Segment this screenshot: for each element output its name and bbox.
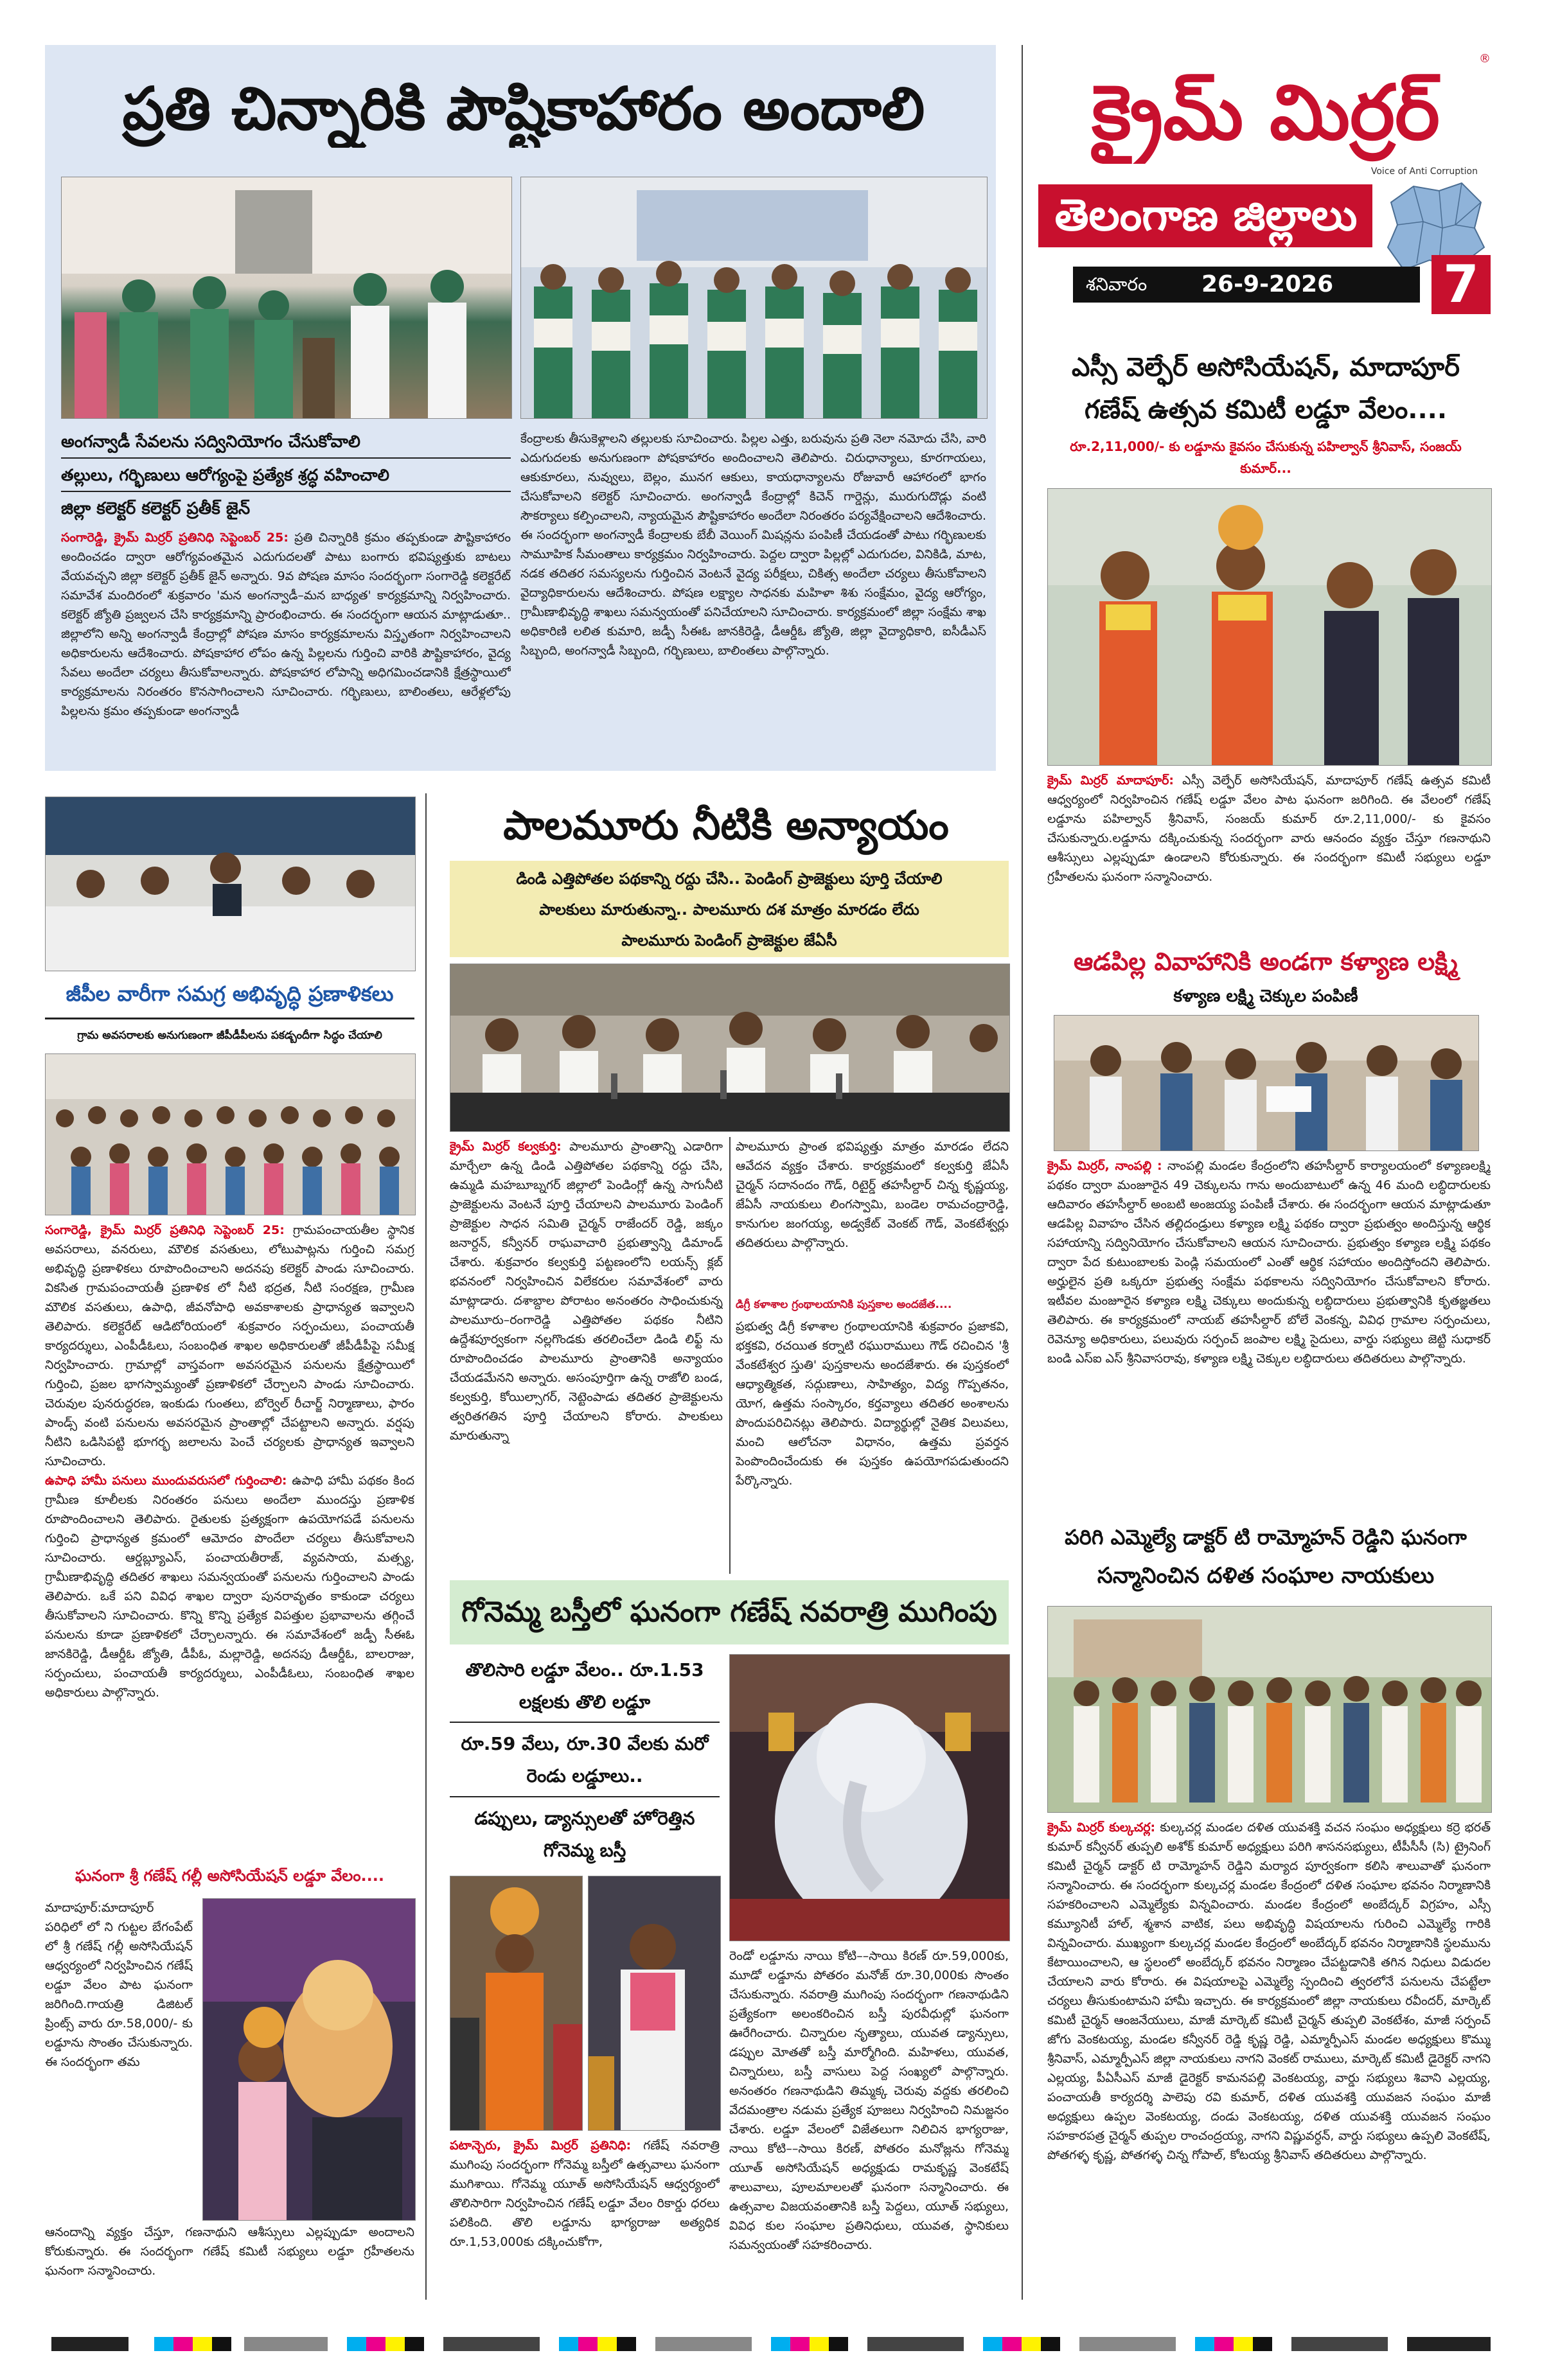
column-divider [729, 1137, 731, 1574]
group-with-certificates-image [521, 177, 987, 418]
parigi-mla-headline-2: సన్మానించిన దళిత సంఘాల నాయకులు [1097, 1563, 1435, 1589]
ganesh-idol-image [730, 1655, 1009, 1941]
madhapur-laddu-headline-1: ఎస్సీ వెల్ఫేర్ అసోసియేషన్, మాదాపూర్ [1072, 353, 1460, 382]
palamuru-col1-text: పాలమూరు ప్రాంతాన్ని ఎడారిగా మార్చేలా ఉన్న డిండి ఎత్తిపోతల పథకాన్ని రద్దు చేసి, ఉమ్మడి మహబూబ్నగర్ జిల్లాలో పెండింగ్లో ఉన్న సాగునీటి ప్రాజెక్టులను వెంటనే పూర్తి చేయాలని పాలమూరు పెండింగ్ ప్రాజెక్టుల సాధన సమితి చైర్మన్ రాజేందర్ రెడ్డి, జక్కం జనార్దన్, కన్వీనర్ రాఘవాచారి ప్రభుత్వాన్ని డిమాండ్ చేశారు. శుక్రవారం కల్వకుర్తి పట్టణంలోని లయన్స్ క్లబ్ భవనంలో నిర్వహించిన విలేకరుల సమావేశంలో వారు మాట్లాడారు. దశాబ్దాల పోరాటం అనంతరం సాధించుకున్న [450, 1140, 723, 1308]
gonemma-ganesh-photo [729, 1654, 1010, 1941]
ganesh-galli-bottom-text: ఆనందాన్ని వ్యక్తం చేస్తూ, గణనాథుని ఆశీస్సులు ఎల్లప్పుడూ అందాలని కోరుకున్నారు. ఈ సందర్భంగా గణేష్ కమిటీ సభ్యులు లడ్డూ గ్రహీతలను ఘనంగా సన్మానించారు. [45, 2225, 414, 2278]
deck-divider [450, 1796, 720, 1797]
date-value: 26-9-2026 [1201, 271, 1334, 297]
madhapur-laddu-photo [1047, 488, 1492, 766]
gpdp-body-text: గ్రామపంచాయతీల స్థానిక అవసరాలు, వనరులు, మౌలిక వసతులు, లోటుపాట్లను గుర్తించి సమగ్ర అభివృద్ధి ప్రణాళికలు రూపొందించాలని అదనపు కలెక్టర్ పాండు సూచించారు. వికసిత గ్రామపంచాయతీ ప్రణాళిక లో నీటి భద్రత, నీటి సంరక్షణ, గ్రామీణ మౌలిక వసతులు, ఉపాధి, జీవనోపాధి అవకాశాలకు ప్రాధాన్యత ఇవ్వాలని తెలిపారు. కలెక్టరేట్ ఆడిటోరియంలో శుక్రవారం సర్పంచులు, పంచాయతీ కార్యదర్శులు, ఎంపీడీఓలు, సంబంధిత శాఖల అధికారులతో జీపీడీపీపై సమీక్ష నిర్వహించారు. గ్రామాల్లో వాస్తవంగా అవసరమైన పనులను క్షేత్రస్థాయిలో గుర్తించి, ప్రజల భాగస్వామ్యంతో ప్రణాళికలో చేర్చాలని పాండు సూచించారు. చెరువుల పునరుద్ధరణ, ఇంకుడు గుంతలు, బోర్వెల్ రీచార్జ్ నిర్మాణాలు, ఫారం పాండ్స్ వంటి పనులను అవసరమైన ప్రాంతాల్లో చేపట్టాలని అన్నారు. వర్షపు నీటిని ఒడిసిపట్టి భూగర్భ జలాలను పెంచే చర్యలకు ప్రాధాన్యత ఇవ్వాలని సూచించారు. [45, 1223, 414, 1468]
officials-lighting-lamp-image [62, 177, 511, 418]
gpdp-subhead: ఉపాధి హామీ పనులు ముందువరుసలో గుర్తించాలి: [45, 1474, 287, 1488]
lead-deck-2: తల్లులు, గర్భిణులు ఆరోగ్యంపై ప్రత్యేక శ్రద్ధ వహించాలి [61, 466, 389, 484]
masthead [1034, 48, 1497, 318]
madhapur-laddu-deck: రూ.2,11,000/- కు లడ్డూను కైవసం చేసుకున్న పహిల్వాన్ శ్రీనివాస్, సంజయ్ కుమార్... [1070, 439, 1462, 476]
degree-college-subhead: డిగ్రీ కళాశాల గ్రంథాలయానికి పుస్తకాల అందజేత.... [736, 1298, 952, 1311]
gonemma-bottom-text [450, 2136, 720, 2300]
page-number: 7 [1443, 255, 1479, 314]
palamuru-deck-2: పాలకులు మారుతున్నా.. పాలమూరు దశ మాత్రం మారడం లేదు [539, 901, 919, 919]
column-divider [425, 793, 427, 2300]
kalyana-lakshmi-body [1047, 1156, 1491, 1513]
ganesh-idol-laddu-image [203, 1899, 415, 2220]
gpdp-photo-top [45, 797, 416, 971]
palamuru-deck-3: పాలమూరు పెండింగ్ ప్రాజెక్టుల జేఏసీ [621, 931, 837, 949]
madhapur-dateline: క్రైమ్ మిర్రర్ మాదాపూర్: [1047, 773, 1174, 788]
kalyana-lakshmi-text: నాంపల్లి మండల కేంద్రంలోని తహసీల్దార్ కార్యాలయంలో కళ్యాణలక్ష్మి పథకం ద్వారా మంజూరైన 49 చెక్కులను గాను అందుబాటులో ఉన్న 46 మంది లబ్ధిదారులకు ఆదివారం తహసీల్దార్ అంబటి అంజయ్య పంపిణీ చేశారు. ఈ సందర్భంగా ఆయన మాట్లాడుతూ ఆడపిల్ల వివాహం చేసిన తల్లిదండ్రులు కళ్యాణ లక్ష్మి పథకం ద్వారా ప్రభుత్వం అందిస్తున్న ఆర్థిక సహాయాన్ని సద్వినియోగం చేసుకోవాలని ఆయన సూచించారు. ప్రభుత్వం కళ్యాణ లక్ష్మి పథకం ద్వారా పేద కుటుంబాలకు పెండ్లి సమయంలో ఎంతో ఆర్థిక సహాయం అందిస్తోందని తెలిపారు. అర్హులైన ప్రతి ఒక్కరూ ప్రభుత్వ సంక్షేమ పథకాలను సద్వినియోగం చేసుకోవాలని కోరారు. ఇటీవల మంజూరైన కళ్యాణ లక్ష్మి చెక్కులు అందుకున్న లబ్ధిదారులు ప్రభుత్వానికి కృతజ్ఞతలు తెలిపారు. ఈ కార్యక్రమంలో నాయబ్ తహసీల్దార్ బోలే వెంకన్న, వివిధ గ్రామాల సర్పంచులు, రెవెన్యూ అధికారులు, పలువురు సర్పంచ్ జంపాల లక్ష్మి సైదులు, వార్డు సభ్యులు జెట్టి సుధాకర్ బండి ఎస్ఐ ఎస్ శ్రీనివాసరావు, కళ్యాణ లక్ష్మి చెక్కుల లబ్ధిదారులు తదితరులు పాల్గొన్నారు. [1047, 1159, 1491, 1366]
gpdp-body-text-2: ఉపాధి హామీ పథకం కింద గ్రామీణ కూలీలకు నిరంతరం పనులు అందేలా ముందస్తు ప్రణాళిక రూపొందించాలని తెలిపారు. రైతులకు ప్రత్యక్షంగా ఉపయోగపడే పనులను గుర్తించి ప్రాధాన్యత క్రమంలో ఆమోదం పొందేలా చర్యలు తీసుకోవాలని సూచించారు. ఆర్డబ్ల్యూఎస్, పంచాయతీరాజ్, వ్యవసాయ, మత్స్య, గ్రామీణాభివృద్ధి తదితర శాఖలు సమన్వయంతో పనులను గుర్తించాలని పాండు తెలిపారు. ఒకే పని వివిధ శాఖల ద్వారా పునరావృతం కాకుండా చర్యలు తీసుకోవాలని సూచించారు. కొన్ని కొన్ని ప్రత్యేక విపత్తుల ప్రభావాలను తగ్గించే పనులను కూడా ప్రణాళికలో చేర్చాలన్నారు. ఈ సమావేశంలో జడ్పీ సీఈఓ జానకిరెడ్డి, డీఆర్డీఓ జ్యోతి, డీపీఓ, మల్లారెడ్డి, అదనపు డీఆర్డీఓ, బాలరాజు, సర్పంచులు, పంచాయతీ కార్యదర్శులు, ఎంపీడీఓలు, సంబంధిత శాఖల అధికారులు పాల్గొన్నారు. [45, 1474, 414, 1700]
lead-story-col1 [61, 528, 511, 764]
madhapur-body-text: ఎస్సీ వెల్ఫేర్ అసోసియేషన్, మాదాపూర్ గణేష్ ఉత్సవ కమిటీ ఆధ్వర్యంలో నిర్వహించిన గణేష్ లడ్డూ వేలం పాట ఘనంగా జరిగింది. ఈ వేలంలో గణేష్ లడ్డూను పహిల్వాన్ శ్రీనివాస్, సంజయ్ కుమార్ రూ.2,11,000/- కు కైవసం చేసుకున్నారు.లడ్డూను దక్కించుకున్న సందర్భంగా వారు ఆనందం వ్యక్తం చేస్తూ గణనాథుని ఆశీస్సులు ఎల్లప్పుడూ ఉండాలని కోరుకున్నారు. ఈ సందర్భంగా కమిటీ సభ్యులు లడ్డూ గ్రహీతలను ఘనంగా సన్మానించారు. [1047, 773, 1491, 884]
parigi-mla-photo [1047, 1606, 1492, 1813]
gonemma-headline: గోనెమ్మ బస్తీలో ఘనంగా గణేష్ నవరాత్రి ముగింపు [461, 1596, 997, 1628]
palamuru-col1b-text: పాలమూరు–రంగారెడ్డి ఎత్తిపోతల పథకం నీటిని ఉద్దేశపూర్వకంగా నల్లగొండకు తరలించేలా డిండి లిఫ్ట్ ను రూపొందించడం పాలమూరు ప్రాంతానికి అన్యాయం చేయడమేనని అన్నారు. అసంపూర్తిగా ఉన్న రాజోలి బండ, కల్వకుర్తి, కోయిల్సాగర్, నెట్టెంపాడు తదితర ప్రాజెక్టులను త్వరితగతిన పూర్తి చేయాలని కోరారు. పాలకులు మారుతున్నా [450, 1313, 723, 1443]
gonemma-bottom-body: గణేష్ నవరాత్రి ముగింపు సందర్భంగా గోనెమ్మ బస్తీలో ఉత్సవాలు ఘనంగా ముగిశాయి. గోనెమ్మ యూత్ అసోసియేషన్ ఆధ్వర్యంలో తొలిసారిగా నిర్వహించిన గణేష్ లడ్డూ వేలం రికార్డు ధరలు పలికింది. తొలి లడ్డూను భాగ్యరాజు అత్యధిక రూ.1,53,000కు దక్కించుకోగా, [450, 2138, 720, 2249]
gonemma-deck-3: డప్పులు, డ్యాన్సులతో హోరెత్తిన గోనెమ్మ బస్తీ [474, 1808, 695, 1861]
kalyana-lakshmi-photo [1054, 1015, 1479, 1151]
parigi-mla-headline-1: పరిగి ఎమ్మెల్యే డాక్టర్ టి రామ్మోహన్ రెడ్డిని ఘనంగా [1065, 1525, 1467, 1549]
palamuru-dateline: క్రైమ్ మిర్రర్ కల్వకుర్తి: [450, 1140, 562, 1154]
kalyana-lakshmi-headline: ఆడపిల్ల వివాహానికి అండగా కళ్యాణ లక్ష్మి [1073, 948, 1458, 976]
masthead-logo: క్రైమ్ మిర్రర్ [1092, 68, 1440, 157]
laddu-winners-image [1048, 489, 1491, 765]
laddu-carrier-image [450, 1876, 582, 2130]
gonemma-deck-1: తొలిసారి లడ్డూ వేలం.. రూ.1.53 లక్షలకు తొలి లడ్డూ [465, 1659, 704, 1713]
madhapur-laddu-body [1047, 771, 1491, 941]
print-registration-bar [0, 2332, 1542, 2358]
ganesh-galli-headline: ఘనంగా శ్రీ గణేష్ గల్లీ అసోసియేషన్ లడ్డూ వేలం.... [75, 1867, 384, 1885]
palamuru-col2: పాలమూరు ప్రాంత భవిష్యత్తు మాత్రం మారడం లేదని ఆవేదన వ్యక్తం చేశారు. కార్యక్రమంలో కల్వకుర్తి జేఏసీ చైర్మన్ సదానందం గౌడ్, రిటైర్డ్ తహసీల్దార్ చిన్న కృష్ణయ్య, జేఏసీ నాయకులు లింగస్వామి, బండెల రామచంద్రారెడ్డి, కానుగుల జంగయ్య, అడ్వకేట్ వెంకట్ గౌడ్, వెంకటేశ్వర్లు తదితరులు పాల్గొన్నారు. [736, 1140, 1009, 1250]
lead-deck-3: జిల్లా కలెక్టర్ కలెక్టర్ ప్రతీక్ జైన్ [61, 499, 251, 518]
deck-divider [61, 457, 511, 459]
lead-story-col2: కేంద్రాలకు తీసుకెళ్లాలని తల్లులకు సూచించారు. పిల్లల ఎత్తు, బరువును ప్రతి నెలా నమోదు చేసి, వారి ఎదుగుదలకు అనుగుణంగా పోషకాహారం అందించాలని తెలిపారు. చిరుధాన్యాలు, కూరగాయలు, ఆకుకూరలు, నువ్వులు, బెల్లం, మునగ ఆకులు, కాయధాన్యాలను రోజువారీ ఆహారంలో భాగం చేసుకోవాలని కలెక్టర్ సూచించారు. అంగన్వాడీ కేంద్రాల్లో కిచెన్ గార్డెన్లు, మురుగుదొడ్లు వంటి సౌకర్యాలు కల్పించాలని, న్యాయమైన పౌష్టికాహారం అందేలా నిరంతరం పర్యవేక్షించాలని ఆదేశించారు. ఈ సందర్భంగా అంగన్వాడీ కేంద్రాలకు బేబీ వెయింగ్ మిషన్లను పంపిణీ చేయడంతో పాటు గర్భిణులకు సామూహిక సీమంతాలు కార్యక్రమం నిర్వహించారు. పెద్దల ద్వారా పిల్లల్లో ఎదుగుదల, వినికిడి, మాట, నడక తదితర సమస్యలను గుర్తించిన వెంటనే వైద్య పరీక్షలు, చికిత్స అందేలా చర్యలు తీసుకోవాలని వైద్యాధికారులను ఆదేశించారు. పోషణ లక్ష్యాల సాధనకు మహిళా శిశు సంక్షేమం, వైద్య ఆరోగ్యం, గ్రామీణాభివృద్ధి శాఖలు సమన్వయంతో పనిచేయాలని సూచించారు. కార్యక్రమంలో జిల్లా సంక్షేమ శాఖ అధికారిణి లలిత కుమారి, జడ్పీ సీఈఓ జానకిరెడ్డి, డీఆర్డీఓ జ్యోతి, జిల్లా వైద్యాధికారి, ఐసీడీఎస్ సిబ్బంది, అంగన్వాడీ సిబ్బంది, గర్భిణులు, బాలింతలు పాల్గొన్నారు. [520, 432, 986, 658]
dalit-leaders-group-image [1048, 1607, 1491, 1812]
gonemma-dateline: పటాన్చెరు, క్రైమ్ మిర్రర్ ప్రతినిధి: [450, 2138, 632, 2153]
kalyana-lakshmi-deck: కళ్యాణ లక్ష్మి చెక్కుల పంపిణీ [1173, 987, 1358, 1006]
gonemma-right-text: రెండో లడ్డూను నాయి కోటి––సాయి కిరణ్ రూ.59,000కు, మూడో లడ్డూను పోతరం మనోజ్ రూ.30,000కు సొంతం చేసుకున్నారు. నవరాత్రి ముగింపు సందర్భంగా గణనాథుడిని ప్రత్యేకంగా అలంకరించిన బస్తీ పురవీధుల్లో ఘనంగా ఊరేగించారు. చిన్నారుల నృత్యాలు, యువత డ్యాన్సులు, డప్పుల మోతతో బస్తీ మార్మోగింది. మహిళలు, యువత, చిన్నారులు, బస్తీ వాసులు పెద్ద సంఖ్యలో పాల్గొన్నారు. అనంతరం గణనాథుడిని తిమ్మక్క చెరువు వద్దకు తరలించి వేదమంత్రాల నడుమ ప్రత్యేక పూజలు నిర్వహించి నిమజ్జనం చేశారు. లడ్డూ వేలంలో విజేతలుగా నిలిచిన భాగ్యరాజు, నాయి కోటి––సాయి కిరణ్, పోతరం మనోజ్లను గోనెమ్మ యూత్ అసోసియేషన్ అధ్యక్షుడు రామకృష్ణ వెంకటేష్ శాలువాలు, పూలమాలలతో ఘనంగా సన్మానించారు. ఈ ఉత్సవాల విజయవంతానికి బస్తీ పెద్దలు, యూత్ సభ్యులు, వివిధ కుల సంఘాల ప్రతినిధులు, యువత, స్థానికులు సమన్వయంతో సహకరించారు. [729, 1949, 1009, 2252]
gpdp-body [45, 1221, 414, 1856]
gonemma-procession-photo-2 [588, 1876, 721, 2131]
deck-divider [61, 491, 511, 492]
ganesh-galli-photo [202, 1898, 416, 2221]
registered-icon: ® [1479, 52, 1491, 66]
cheque-distribution-image [1054, 1016, 1478, 1150]
palamuru-deck-1: డిండి ఎత్తిపోతల పథకాన్ని రద్దు చేసి.. పెండింగ్ ప్రాజెక్టులు పూర్తి చేయాలి [516, 870, 943, 888]
date-day: శనివారం [1086, 274, 1148, 295]
ganesh-galli-left-text: మాదాపూర్:మాదాపూర్ పరిధిలో లో ని గుట్టల బేగంపేట్ లో శ్రీ గణేష్ గల్లీ అసోసియేషన్ ఆధ్వర్యంలో నిర్వహించిన గణేష్ లడ్డూ వేలం పాట ఘనంగా జరిగింది.గాయత్రి డిజిటల్ ప్రింట్స్ వారు రూ.58,000/- కు లడ్డూను సొంతం చేసుకున్నారు. ఈ సందర్భంగా తమ [45, 1901, 193, 2069]
palamuru-col1 [450, 1137, 723, 1574]
meeting-audience-image [46, 1054, 415, 1215]
parigi-body-text: కుల్కచర్ల మండల దళిత యువశక్తి వచన సంఘం అధ్యక్షులు కర్రె భరత్ కుమార్ కన్వీనర్ తుప్పలి అశోక్ కుమార్ అధ్యక్షులు పరిగి శాసనసభ్యులు, టీపీసీసీ (సి) ట్రైనింగ్ కమిటీ చైర్మన్ డాక్టర్ టి రామ్మోహన్ రెడ్డిని మర్యాద పూర్వకంగా కలిసి శాలువాతో ఘనంగా సన్మానించారు. ఈ సందర్భంగా కుల్కచర్ల మండల కేంద్రంలో దళిత సంఘాల భవనం నిర్మాణానికి సహకరించాలని ఎమ్మెల్యేకు విన్నవించారు. మండల కేంద్రంలో అంబేద్కర్ విగ్రహం, ఎస్సీ కమ్యూనిటీ హాల్, శ్మశాన వాటిక, పలు అభివృద్ధి విషయాలను గురించి ఎమ్మెల్యే గారికి విన్నవించారు. ముఖ్యంగా కుల్కచర్ల మండల కేంద్రంలో అంబేద్కర్ భవనం నిర్మాణానికి స్థలమును కేటాయించాలని, ఆ స్థలంలో అంబేద్కర్ భవనం నిర్మాణం చేపట్టడానికి తగిన నిధులు విడుదల చేయాలని వారు కోరారు. ఈ విషయాలపై ఎమ్మెల్యే స్పందించి త్వరలోనే పనులను చేపట్టేలా చర్యలు తీసుకుంటామని హామీ ఇచ్చారు. ఈ కార్యక్రమంలో జిల్లా నాయకులు రవీందర్, మార్కెట్ కమిటీ చైర్మన్ ఆంజనేయులు, మాజీ మార్కెట్ కమిటీ చైర్మన్ తుప్పలి వెంకటేశం, మాజీ సర్పంచ్ జోగు వెంకటయ్య, మండల కన్వీనర్ రెడ్డి కృష్ణ రెడ్డి, ఎమ్మార్పీఎస్ మండల అధ్యక్షులు కొమ్ము శ్రీనివాస్, ఎమ్మార్పీఎస్ జిల్లా నాయకులు నాగని వెంకట్ రాములు, మార్కెట్ కమిటీ డైరెక్టర్ నాగని ఎల్లయ్య, పీఏసీఎస్ మాజీ డైరెక్టర్ కామనపల్లి వెంకటయ్య, వార్డు సభ్యులు శివాని ఎల్లయ్య, పంచాయతీ కార్యదర్శి పాలెపు రవి కుమార్, దళిత యువశక్తి యువజన సంఘం మాజీ అధ్యక్షులు ఉప్పల వెంకటయ్య, దండు వెంకటయ్య, దళిత యువశక్తి యువజన సంఘం సహకారపత్ర చైర్మన్ తుప్పల రాంచంద్రయ్య, నాగని విష్ణువర్ధన్, వార్డు సభ్యులు ఉప్పలి వెంకటేష్, పోతగళ్ళ కృష్ణ, పోతగళ్ళ చిన్న గోపాల్, కోటయ్య శ్రీనివాస్ తదితరులు పాల్గొన్నారు. [1047, 1820, 1491, 2162]
lead-photo-left [61, 177, 512, 419]
masthead-tagline: Voice of Anti Corruption [1370, 166, 1478, 177]
gonemma-deck-2: రూ.59 వేలు, రూ.30 వేలకు మరో రెండు లడ్డూలు.. [461, 1733, 709, 1786]
gpdp-headline-rule [45, 1018, 414, 1019]
gonemma-procession-photo-1 [450, 1876, 583, 2131]
palamuru-photo [450, 964, 1010, 1132]
degree-college-body: ప్రభుత్వ డిగ్రీ కళాశాల గ్రంథాలయానికి శుక్రవారం ప్రజాకవి, భక్తకవి, రచయిత కర్నాటి రఘురాములు గౌడ్ రచించిన 'శ్రీ వేంకటేశ్వర స్తుతి' పుస్తకాలను అందజేశారు. ఈ పుస్తకంలో ఆధ్యాత్మికత, సద్గుణాలు, సాహిత్యం, విద్య గొప్పతనం, యోగ, ఉత్తమ సంస్కారం, కర్తవ్యాలు తదితర అంశాలను పొందుపరిచినట్లు తెలిపారు. విద్యార్థుల్లో నైతిక విలువలు, మంచి ఆలోచనా విధానం, ఉత్తమ ప్రవర్తన పెంపొందించేందుకు ఈ పుస్తకం ఉపయోగపడుతుందని పేర్కొన్నారు. [736, 1319, 1009, 1488]
edition-title: తెలంగాణ జిల్లాలు [1054, 190, 1358, 241]
lead-photo-right [520, 177, 988, 419]
column-divider [1022, 45, 1023, 2300]
lead-body-1: ప్రతి చిన్నారికి క్రమం తప్పకుండా పౌష్టికాహారం అందించడం ద్వారా ఆరోగ్యవంతమైన ఎదుగుదలతో పాటు బంగారు భవిష్యత్తుకు బాటలు వేయవచ్చని జిల్లా కలెక్టర్ ప్రతీక్ జైన్ అన్నారు. 9వ పోషణ మాసం సందర్భంగా సంగారెడ్డి కలెక్టరేట్ సమావేశ మందిరంలో శుక్రవారం 'మన అంగన్వాడీ–మన బాధ్యత' కార్యక్రమాన్ని నిర్వహించారు. కలెక్టర్ జ్యోతి ప్రజ్వలన చేసి కార్యక్రమాన్ని ప్రారంభించారు. ఈ సందర్భంగా ఆయన మాట్లాడుతూ.. జిల్లాలోని అన్ని అంగన్వాడీ కేంద్రాల్లో పోషణ మాసం కార్యక్రమాలను విస్తృతంగా నిర్వహించాలని అధికారులను ఆదేశించారు. పోషకాహార లోపం ఉన్న పిల్లలను గుర్తించి వారికి పౌష్టికాహారం, వైద్య సేవలు అందేలా చర్యలు తీసుకోవాలన్నారు. పోషకాహార లోపాన్ని అధిగమించడానికి క్షేత్రస్థాయిలో కార్యక్రమాలను నిరంతరం కొనసాగించాలని సూచించారు. గర్భిణులు, బాలింతలు, ఆరేళ్లలోపు పిల్లలను క్రమం తప్పకుండా అంగన్వాడీ [61, 531, 511, 718]
deck-divider [450, 1722, 720, 1723]
winner-felicitation-image [589, 1876, 720, 2130]
gpdp-photo-bottom [45, 1053, 416, 1215]
officials-on-dais-image [46, 797, 415, 971]
palamuru-headline: పాలమూరు నీటికి అన్యాయం [503, 802, 949, 849]
parigi-mla-body [1047, 1818, 1491, 2296]
gpdp-headline: జీపీల వారీగా సమగ్ర అభివృద్ధి ప్రణాళికలు [66, 982, 394, 1006]
madhapur-laddu-headline-2: గణేష్ ఉత్సవ కమిటీ లడ్డూ వేలం.... [1084, 395, 1448, 425]
lead-story-headline: ప్రతి చిన్నారికి పౌష్టికాహారం అందాలి [122, 75, 925, 143]
press-meet-image [450, 964, 1009, 1131]
gpdp-dateline: సంగారెడ్డి, క్రైమ్ మిర్రర్ ప్రతినిధి సెప్టెంబర్ 25: [45, 1223, 285, 1237]
lead-deck-1: అంగన్వాడీ సేవలను సద్వినియోగం చేసుకోవాలి [61, 432, 360, 452]
parigi-dateline: క్రైమ్ మిర్రర్ కుల్కచర్ల: [1047, 1820, 1156, 1835]
kalyana-lakshmi-dateline: క్రైమ్ మిర్రర్, నాంపల్లి : [1047, 1159, 1162, 1173]
gpdp-deck: గ్రామ అవసరాలకు అనుగుణంగా జీపీడీపీలను పకడ్బందీగా సిద్ధం చేయాలి [77, 1029, 382, 1042]
lead-dateline: సంగారెడ్డి, క్రైమ్ మిర్రర్ ప్రతినిధి సెప్టెంబర్ 25: [61, 531, 288, 545]
